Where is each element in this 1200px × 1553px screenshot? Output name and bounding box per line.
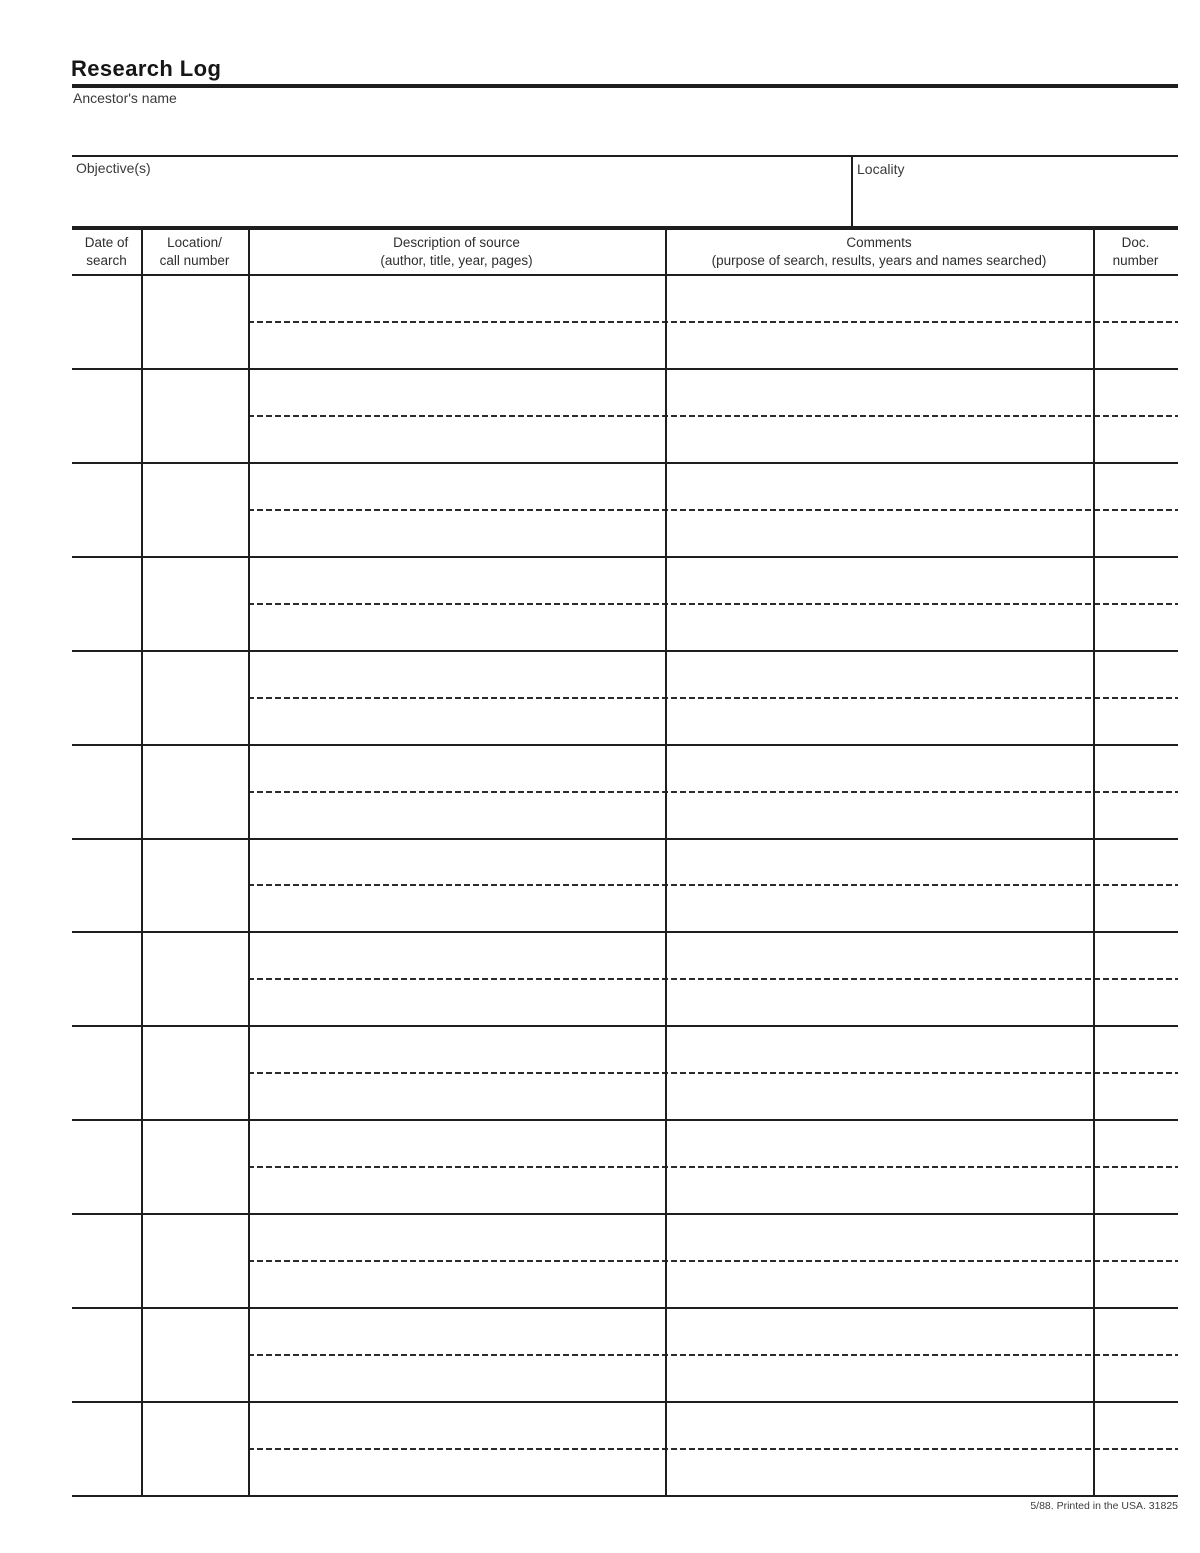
table-header-top-line [72, 226, 1178, 230]
header-line: Doc. [1121, 235, 1150, 251]
table-row [72, 370, 1178, 464]
table-row [72, 652, 1178, 746]
table-row [72, 1215, 1178, 1309]
column-divider-3 [665, 226, 667, 1497]
header-line: Comments [846, 235, 912, 251]
row-midline-dashed [248, 978, 1178, 980]
column-header-comments [665, 231, 1093, 273]
header-line: (author, title, year, pages) [380, 253, 533, 268]
cell-location-call-number[interactable] [141, 746, 248, 838]
row-midline-dashed [248, 884, 1178, 886]
cell-location-call-number[interactable] [141, 276, 248, 368]
row-midline-dashed [248, 415, 1178, 417]
cell-location-call-number[interactable] [141, 558, 248, 650]
header-line: Description of source [393, 235, 520, 251]
column-divider-2 [248, 226, 250, 1497]
ancestor-name-field[interactable] [72, 89, 1178, 149]
cell-date-of-search[interactable] [72, 1309, 141, 1401]
column-header-date-of-search [72, 231, 141, 273]
row-midline-dashed [248, 1354, 1178, 1356]
row-midline-dashed [248, 1260, 1178, 1262]
row-midline-dashed [248, 1448, 1178, 1450]
objective-label: Objective(s) [76, 160, 151, 176]
header-line: call number [159, 253, 230, 268]
table-row [72, 464, 1178, 558]
cell-date-of-search[interactable] [72, 746, 141, 838]
cell-date-of-search[interactable] [72, 1215, 141, 1307]
form-footer-imprint: 5/88. Printed in the USA. 31825 [1030, 1500, 1178, 1512]
cell-date-of-search[interactable] [72, 1121, 141, 1213]
table-row [72, 746, 1178, 840]
row-midline-dashed [248, 1166, 1178, 1168]
column-divider-4 [1093, 226, 1095, 1497]
table-row [72, 840, 1178, 934]
cell-location-call-number[interactable] [141, 370, 248, 462]
row-midline-dashed [248, 321, 1178, 323]
cell-date-of-search[interactable] [72, 652, 141, 744]
ancestor-name-label: Ancestor's name [73, 90, 177, 106]
cell-location-call-number[interactable] [141, 1121, 248, 1213]
cell-location-call-number[interactable] [141, 933, 248, 1025]
cell-location-call-number[interactable] [141, 652, 248, 744]
header-line: search [86, 253, 127, 268]
table-row [72, 1027, 1178, 1121]
table-body [72, 276, 1178, 1497]
cell-date-of-search[interactable] [72, 1403, 141, 1495]
row-midline-dashed [248, 509, 1178, 511]
cell-location-call-number[interactable] [141, 1027, 248, 1119]
cell-date-of-search[interactable] [72, 840, 141, 932]
cell-date-of-search[interactable] [72, 370, 141, 462]
title-underline [72, 84, 1178, 88]
cell-date-of-search[interactable] [72, 933, 141, 1025]
table-row [72, 1121, 1178, 1215]
row-midline-dashed [248, 1072, 1178, 1074]
column-header-location-call-number [141, 231, 248, 273]
table-row [72, 1309, 1178, 1403]
row-midline-dashed [248, 697, 1178, 699]
row-midline-dashed [248, 603, 1178, 605]
column-header-doc-number [1093, 231, 1178, 273]
cell-location-call-number[interactable] [141, 1309, 248, 1401]
header-line: (purpose of search, results, years and names searched) [711, 253, 1047, 268]
cell-location-call-number[interactable] [141, 1215, 248, 1307]
cell-date-of-search[interactable] [72, 1027, 141, 1119]
page-title: Research Log [71, 56, 222, 81]
cell-date-of-search[interactable] [72, 558, 141, 650]
row-midline-dashed [248, 791, 1178, 793]
locality-label: Locality [857, 161, 905, 177]
header-line: Location/ [167, 235, 222, 251]
header-line: Date of [84, 235, 129, 251]
cell-location-call-number[interactable] [141, 840, 248, 932]
cell-location-call-number[interactable] [141, 1403, 248, 1495]
column-header-description-of-source [248, 231, 665, 273]
table-row [72, 1403, 1178, 1497]
cell-date-of-search[interactable] [72, 464, 141, 556]
column-divider-1 [141, 226, 143, 1497]
cell-location-call-number[interactable] [141, 464, 248, 556]
table-row [72, 558, 1178, 652]
header-line: number [1112, 253, 1159, 268]
locality-field[interactable] [853, 157, 1178, 226]
cell-date-of-search[interactable] [72, 276, 141, 368]
table-row [72, 276, 1178, 370]
objective-field[interactable] [72, 157, 851, 226]
table-row [72, 933, 1178, 1027]
